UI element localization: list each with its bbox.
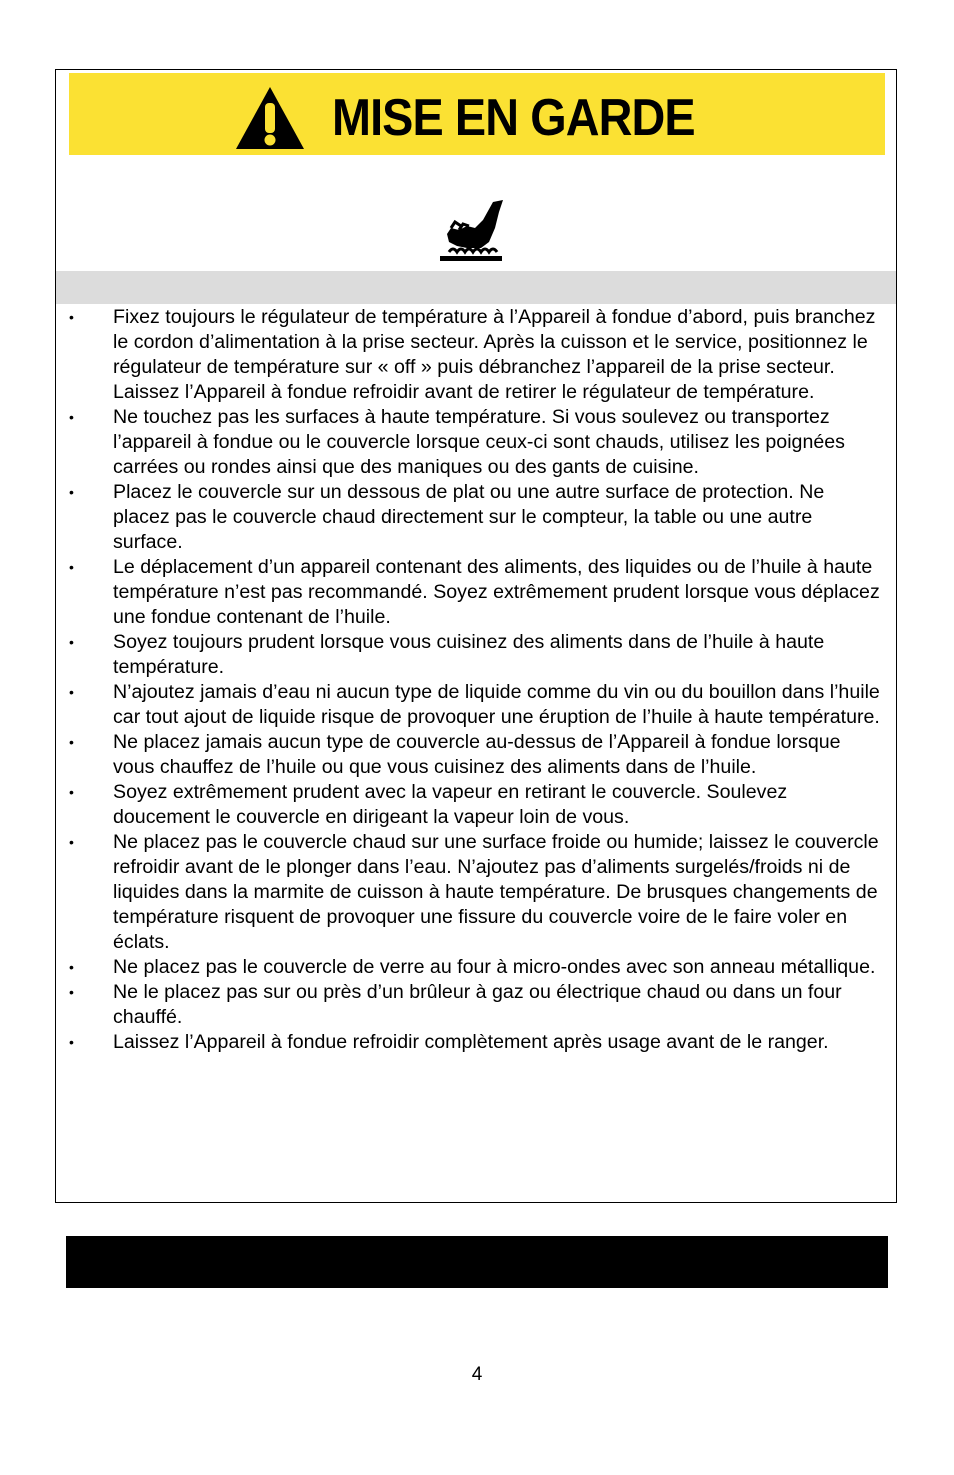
list-item	[56, 780, 896, 830]
list-item-text: N’ajoutez jamais d’eau ni aucun type de liquide comme du vin ou du bouillon dans l’huile car tout ajout de liquide risque de provoquer une éruption de l’huile à haute température.	[113, 681, 880, 728]
bullet-icon: •	[69, 1034, 74, 1050]
warning-title: MISE EN GARDE	[332, 89, 695, 147]
list-item	[56, 680, 896, 730]
list-item	[56, 555, 896, 630]
list-item-text: Soyez toujours prudent lorsque vous cuisinez des aliments dans de l’huile à haute température.	[113, 631, 825, 678]
header-grey-bar	[56, 271, 896, 304]
warning-triangle-icon	[234, 85, 306, 151]
bullet-icon: •	[69, 309, 74, 325]
list-item-text: Soyez extrêmement prudent avec la vapeur en retirant le couvercle. Soulevez doucement le couvercle en dirigeant la vapeur loin de vous.	[113, 781, 788, 828]
list-item-text: Ne le placez pas sur ou près d’un brûleur à gaz ou électrique chaud ou dans un four chauffé.	[113, 981, 842, 1028]
hot-surface-hand-icon	[437, 198, 505, 266]
list-item	[56, 955, 896, 980]
bullet-icon: •	[69, 684, 74, 700]
list-item-text: Le déplacement d’un appareil contenant des aliments, des liquides ou de l’huile à haute température n’est pas recommandé. Soyez extrêmement prudent lorsque vous déplacez une fondue contenant de l’huile.	[113, 556, 880, 628]
list-item	[56, 1030, 896, 1055]
warning-banner	[69, 73, 885, 155]
bullet-icon: •	[69, 409, 74, 425]
warning-box	[55, 69, 897, 1203]
list-item	[56, 305, 896, 405]
bullet-icon: •	[69, 734, 74, 750]
page-number: 4	[471, 1364, 483, 1385]
list-item	[56, 480, 896, 555]
bullet-icon: •	[69, 784, 74, 800]
bullet-icon: •	[69, 634, 74, 650]
list-item	[56, 730, 896, 780]
list-item	[56, 980, 896, 1030]
list-item-text: Ne placez pas le couvercle de verre au four à micro-ondes avec son anneau métallique.	[113, 956, 876, 978]
bullet-icon: •	[69, 984, 74, 1000]
bullet-icon: •	[69, 484, 74, 500]
safety-list	[56, 305, 896, 1055]
section-black-bar	[66, 1236, 888, 1288]
bullet-icon: •	[69, 834, 74, 850]
bullet-icon: •	[69, 959, 74, 975]
bullet-icon: •	[69, 559, 74, 575]
list-item-text: Ne touchez pas les surfaces à haute température. Si vous soulevez ou transportez l’appareil à fondue ou le couvercle lorsque ceux-ci sont chauds, utilisez les poignées carrées ou rondes ainsi que des maniques ou des gants de cuisine.	[113, 406, 845, 478]
list-item-text: Ne placez pas le couvercle chaud sur une surface froide ou humide; laissez le couvercle refroidir avant de le plonger dans l’eau. N’ajoutez pas d’aliments surgelés/froids ni de liquides dans la marmite de cuisson à haute température. De brusques changements de température risquent de provoquer une fissure du couvercle voire de le faire voler en éclats.	[113, 831, 879, 953]
list-item-text: Fixez toujours le régulateur de température à l’Appareil à fondue d’abord, puis branchez le cordon d’alimentation à la prise secteur. Après la cuisson et le service, positionnez le régulateur de température sur « off » puis débranchez l’appareil de la prise secteur. Laissez l’Appareil à fondue refroidir avant de retirer le régulateur de température.	[113, 306, 876, 403]
list-item	[56, 630, 896, 680]
list-item-text: Laissez l’Appareil à fondue refroidir complètement après usage avant de le ranger.	[113, 1031, 829, 1053]
list-item-text: Ne placez jamais aucun type de couvercle au-dessus de l’Appareil à fondue lorsque vous chauffez de l’huile ou que vous cuisinez des aliments dans de l’huile.	[113, 731, 841, 778]
list-item	[56, 405, 896, 480]
list-item	[56, 830, 896, 955]
list-item-text: Placez le couvercle sur un dessous de plat ou une autre surface de protection. Ne placez pas le couvercle chaud directement sur le compteur, la table ou une autre surface.	[113, 481, 825, 553]
